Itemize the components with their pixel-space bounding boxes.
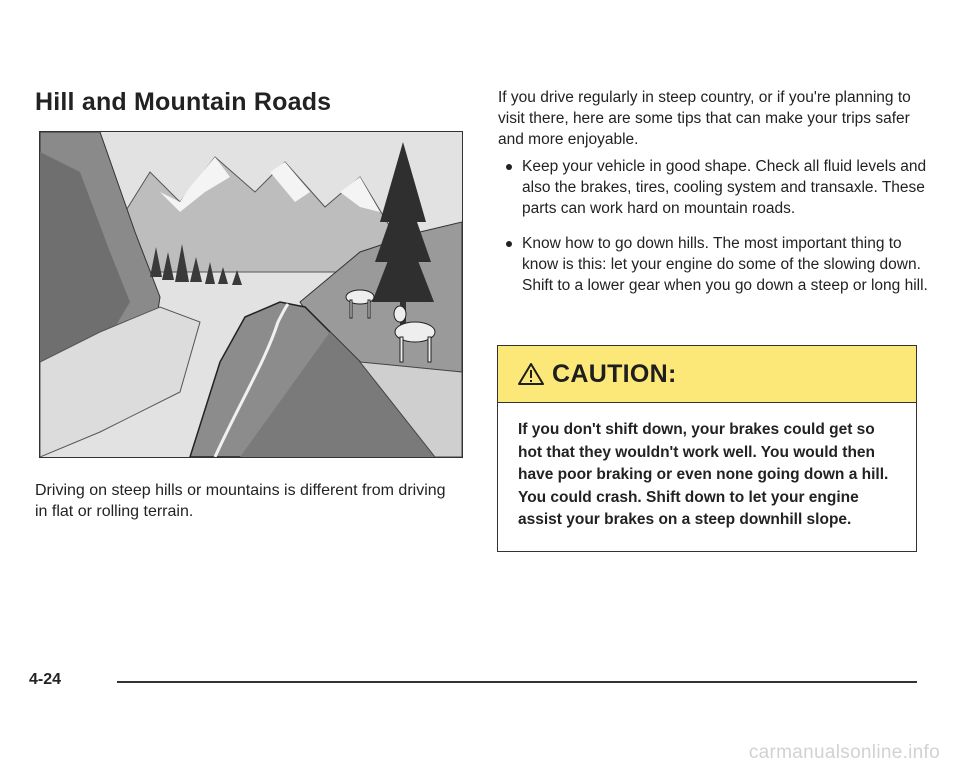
mountain-road-illustration <box>39 131 463 458</box>
list-item <box>498 233 928 296</box>
mountain-road-drawing <box>40 132 462 457</box>
warning-triangle-icon <box>518 362 544 386</box>
page-number: 4-24 <box>29 671 62 688</box>
footer-divider <box>117 681 917 683</box>
tips-list <box>498 156 928 296</box>
watermark: carmanualsonline.info <box>748 742 940 763</box>
caution-box <box>497 345 917 552</box>
tip-text: Keep your vehicle in good shape. Check all fluid levels and also the brakes, tires, cooling system and transaxle. These parts can work hard on mountain roads. <box>522 158 927 217</box>
illustration-caption: Driving on steep hills or mountains is different from driving in flat or rolling terrain. <box>35 482 446 520</box>
bullet-icon <box>506 241 512 247</box>
caution-text: If you don't shift down, your brakes could get so hot that they wouldn't work well. You would then have poor braking or even none going down a hill. You could crash. Shift down to let your engine assist your brakes on a steep downhill slope. <box>518 421 889 528</box>
bullet-icon <box>506 164 512 170</box>
caution-title: CAUTION: <box>552 359 677 388</box>
list-item <box>498 156 928 219</box>
intro-paragraph: If you drive regularly in steep country, or if you're planning to visit there, here are some tips that can make your trips safer and more enjoyable. <box>498 89 911 148</box>
section-title: Hill and Mountain Roads <box>35 88 332 116</box>
caution-header <box>498 346 916 403</box>
tip-text: Know how to go down hills. The most important thing to know is this: let your engine do some of the slowing down. Shift to a lower gear when you go down a steep or long hill. <box>522 235 928 294</box>
